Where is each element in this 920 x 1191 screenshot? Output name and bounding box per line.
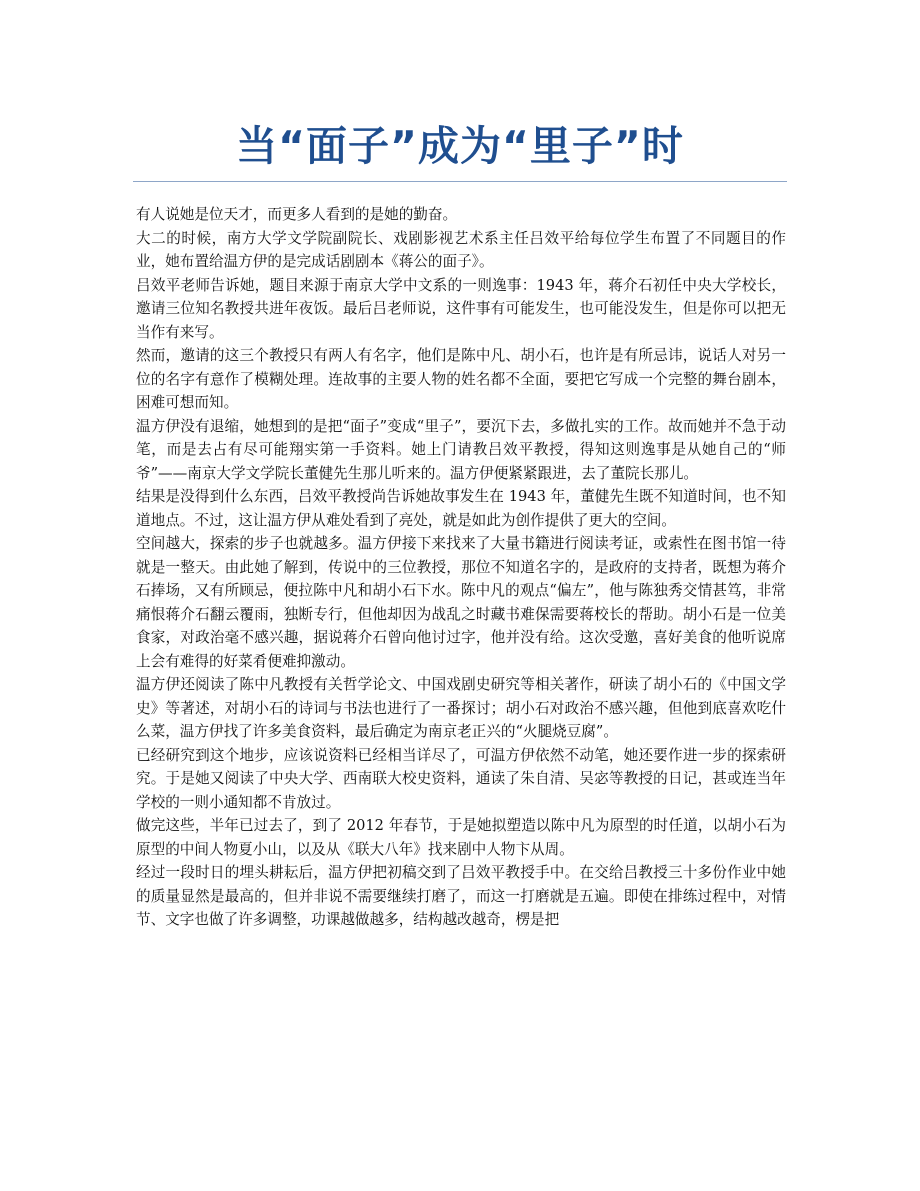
paragraph-4: 然而，邀请的这三个教授只有两人有名字，他们是陈中凡、胡小石，也许是有所忌讳，说话人对另一位的名字有意作了模糊处理。连故事的主要人物的姓名都不全面，要把它写成一个完整的舞台剧本，困难可想而知。	[136, 347, 786, 411]
paragraph-5: 温方伊没有退缩，她想到的是把“面子”变成“里子”，要沉下去，多做扎实的工作。故而她并不急于动笔，而是去占有尽可能翔实第一手资料。她上门请教吕效平教授，得知这则逸事是从她自己的“师爷”——南京大学文学院长董健先生那儿听来的。温方伊便紧紧跟进，去了董院长那儿。	[136, 417, 786, 482]
paragraph-2: 大二的时候，南方大学文学院副院长、戏剧影视艺术系主任吕效平给每位学生布置了不同题目的作业，她布置给温方伊的是完成话剧剧本《蒋公的面子》。	[136, 229, 786, 270]
paragraph-11: 经过一段时日的埋头耕耘后，温方伊把初稿交到了吕效平教授手中。在交给吕教授三十多份作业中她的质量显然是最高的，但并非说不需要继续打磨了，而这一打磨就是五遍。即使在排练过程中，对情节、文字也做了许多调整，功课越做越多，结构越改越奇，楞是把	[136, 864, 786, 928]
paragraph-8: 温方伊还阅读了陈中凡教授有关哲学论文、中国戏剧史研究等相关著作，研读了胡小石的《中国文学史》等著述，对胡小石的诗词与书法也进行了一番探讨；胡小石对政治不感兴趣，但他到底喜欢吃什么菜，温方伊找了许多美食资料，最后确定为南京老正兴的“火腿烧豆腐”。	[136, 676, 786, 740]
paragraph-1: 有人说她是位天才，而更多人看到的是她的勤奋。	[136, 206, 458, 223]
document-title: 当“面子”成为“里子”时	[236, 122, 684, 170]
paragraph-10: 做完这些，半年已过去了，到了 2012 年春节，于是她拟塑造以陈中凡为原型的时任道，以胡小石为原型的中间人物夏小山，以及从《联大八年》找来剧中人物卞从周。	[136, 817, 786, 858]
paragraph-7: 空间越大，探索的步子也就越多。温方伊接下来找来了大量书籍进行阅读考证，或索性在图书馆一待就是一整天。由此她了解到，传说中的三位教授，那位不知道名字的，是政府的支持者，既想为蒋介石捧场，又有所顾忌，便拉陈中凡和胡小石下水。陈中凡的观点“偏左”，他与陈独秀交情甚笃，非常痛恨蒋介石翻云覆雨，独断专行，但他却因为战乱之时藏书难保需要蒋校长的帮助。胡小石是一位美食家，对政治毫不感兴趣，据说蒋介石曾向他讨过字，他并没有给。这次受邀，喜好美食的他听说席上会有难得的好菜肴便难抑激动。	[136, 535, 786, 670]
article-body	[136, 203, 786, 932]
paragraph-6: 结果是没得到什么东西，吕效平教授尚告诉她故事发生在 1943 年，董健先生既不知道时间，也不知道地点。不过，这让温方伊从难处看到了亮处，就是如此为创作提供了更大的空间。	[136, 488, 786, 529]
title-divider	[133, 181, 787, 182]
paragraph-9: 已经研究到这个地步，应该说资料已经相当详尽了，可温方伊依然不动笔，她还要作进一步的探索研究。于是她又阅读了中央大学、西南联大校史资料，通读了朱自清、吴宓等教授的日记，甚或连当年学校的一则小通知都不肯放过。	[136, 746, 786, 811]
paragraph-3: 吕效平老师告诉她，题目来源于南京大学中文系的一则逸事：1943 年，蒋介石初任中央大学校长，邀请三位知名教授共进年夜饭。最后吕老师说，这件事有可能发生，也可能没发生，但是你可以把无当作有来写。	[136, 276, 786, 341]
